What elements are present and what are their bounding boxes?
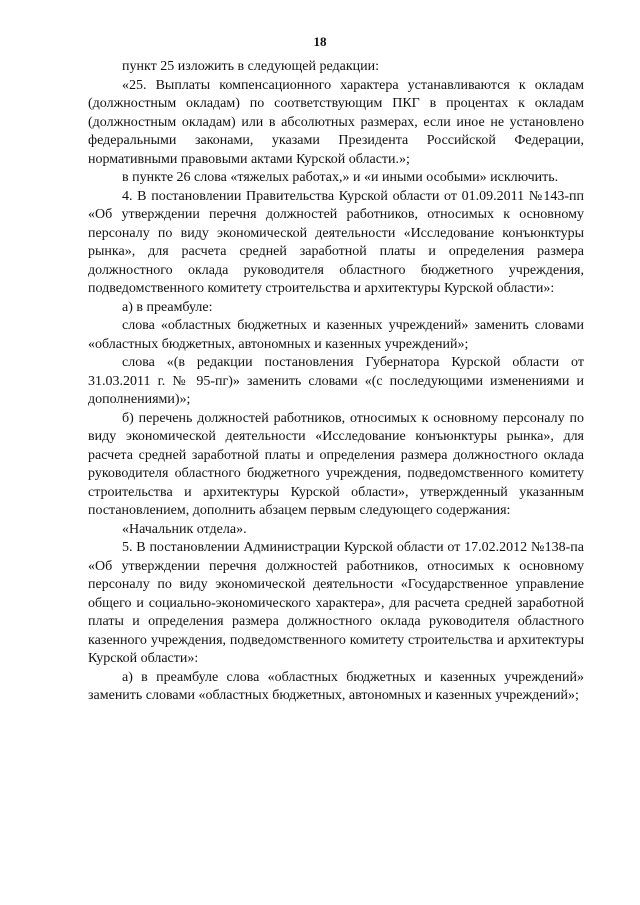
paragraph: б) перечень должностей работников, относимых к основному персоналу по виду экономической деятельности «Исследование конъюнктуры рынка», для расчета средней заработной платы и определения размера должностного оклада руководителя областного бюджетного учреждения, подведомственного комитету строительства и архитектуры Курской области», утвержденный указанным постановлением, дополнить абзацем первым следующего содержания: (88, 410, 584, 518)
paragraph: «Начальник отдела». (122, 521, 247, 537)
paragraph: слова «областных бюджетных и казенных учреждений» заменить словами «областных бюджетных, автономных и казенных учреждений»; (88, 318, 584, 352)
page-number: 18 (313, 34, 327, 49)
paragraph: а) в преамбуле: (122, 299, 213, 315)
document-body (88, 58, 584, 706)
paragraph: «25. Выплаты компенсационного характера устанавливаются к окладам (должностным окладам) по соответствующим ПКГ в процентах к окладам (должностным окладам) или в абсолютных размерах, если иное не установлено федеральными законами, указами Президента Российской Федерации, нормативными правовыми актами Курской области.»; (88, 77, 584, 167)
paragraph: в пункте 26 слова «тяжелых работах,» и «и иными особыми» исключить. (122, 170, 559, 185)
paragraph: 5. В постановлении Администрации Курской области от 17.02.2012 №138-па «Об утверждении перечня должностей работников, относимых к основному персоналу по виду экономической деятельности «Государственное управление общего и социально-экономического характера», для расчета средней заработной платы и определения размера должностного оклада руководителя областного казенного учреждения, подведомственного комитету строительства и архитектуры Курской области»: (88, 540, 584, 666)
paragraph: пункт 25 изложить в следующей редакции: (122, 59, 379, 74)
paragraph: а) в преамбуле слова «областных бюджетных и казенных учреждений» заменить словами «областных бюджетных, автономных и казенных учреждений»; (88, 669, 584, 703)
paragraph: слова «(в редакции постановления Губернатора Курской области от 31.03.2011 г. № 95-пг)» заменить словами «(с последующими изменениями и дополнениями)»; (88, 355, 584, 407)
paragraph: 4. В постановлении Правительства Курской области от 01.09.2011 №143-пп «Об утверждении перечня должностей работников, относимых к основному персоналу по виду экономической деятельности «Исследование конъюнктуры рынка», для расчета средней заработной платы и определения размера должностного оклада руководителя областного бюджетного учреждения, подведомственного комитету строительства и архитектуры Курской области»: (88, 188, 584, 296)
